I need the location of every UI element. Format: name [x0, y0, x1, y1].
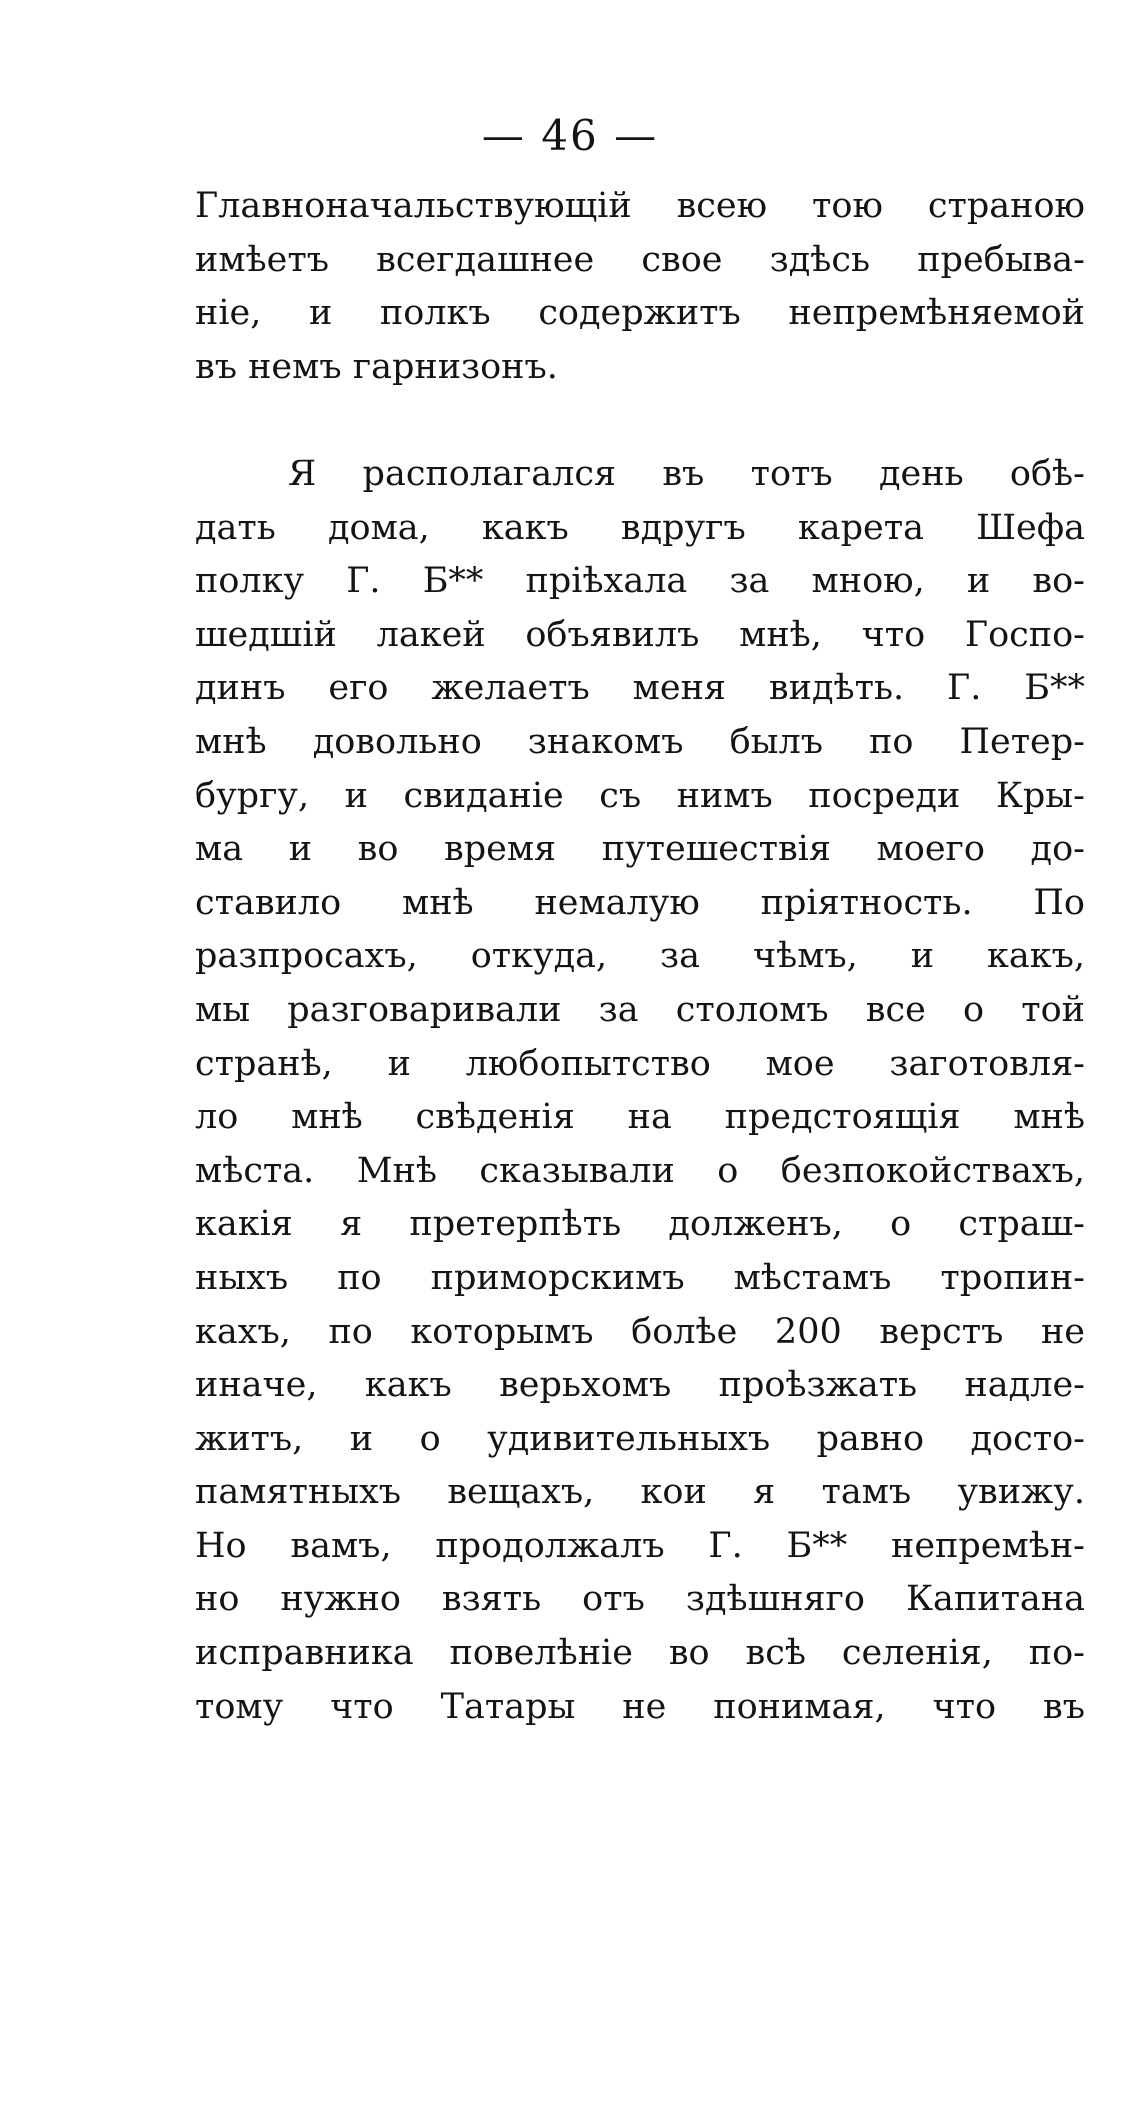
text-line: мѣста. Мнѣ сказывали о безпокойствахъ, [195, 1150, 1085, 1191]
text-line: иначе, какъ верьхомъ проѣзжать надле- [195, 1365, 1085, 1406]
text-line: кахъ, по которымъ болѣе 200 верстъ не [195, 1311, 1085, 1352]
text-line: разпросахъ, откуда, за чѣмъ, и какъ, [195, 936, 1085, 977]
text-line: ма и во время путешествія моего до- [195, 829, 1085, 870]
text-line: ставило мнѣ немалую пріятность. По [195, 882, 1085, 923]
text-line: памятныхъ вещахъ, кои я тамъ увижу. [195, 1472, 1085, 1513]
text-line: полку Г. Б** пріѣхала за мною, и во- [195, 561, 1085, 602]
text-line: житъ, и о удивительныхъ равно достo- [195, 1418, 1085, 1459]
text-line: въ немъ гарнизонъ. [195, 346, 558, 387]
text-line: исправника повелѣніе во всѣ селенія, по- [195, 1633, 1085, 1674]
text-line: шедшій лакей объявилъ мнѣ, что Госпо- [195, 614, 1085, 655]
text-line: ныхъ по приморскимъ мѣстамъ тропин- [195, 1257, 1085, 1298]
text-line: Главноначальствующій всею тою страною [195, 186, 1085, 226]
page-number: — 46 — [481, 111, 659, 160]
text-line: дать дома, какъ вдругъ карета Шефа [195, 507, 1085, 548]
text-line: Но вамъ, продолжалъ Г. Б** непремѣн- [195, 1525, 1085, 1566]
text-line: мы разговаривали за столомъ все о той [195, 989, 1085, 1030]
paragraph-1 [195, 180, 1085, 394]
text-line: динъ его желаетъ меня видѣть. Г. Б** [195, 668, 1085, 709]
text-line: странѣ, и любопытство мое заготовля- [195, 1043, 1085, 1084]
text-line: тому что Татары не понимая, что въ [195, 1686, 1085, 1727]
text-line: ніе, и полкъ содержитъ непремѣняемой [195, 293, 1085, 334]
paragraph-2 [195, 448, 1085, 1734]
text-line: бургу, и свиданіе съ нимъ посреди Кры- [195, 775, 1085, 816]
text-line: мнѣ довольно знакомъ былъ по Петер- [195, 721, 1085, 762]
text-line: но нужно взять отъ здѣшняго Капитана [195, 1579, 1085, 1620]
text-line: ло мнѣ свѣденія на предстоящія мнѣ [195, 1097, 1085, 1138]
text-line: имѣетъ всегдашнее свое здѣсь пребыва- [195, 239, 1085, 280]
text-line: Я располагался въ тотъ день обѣ- [288, 454, 1085, 494]
text-line: какія я претерпѣть долженъ, о страш- [195, 1204, 1085, 1245]
